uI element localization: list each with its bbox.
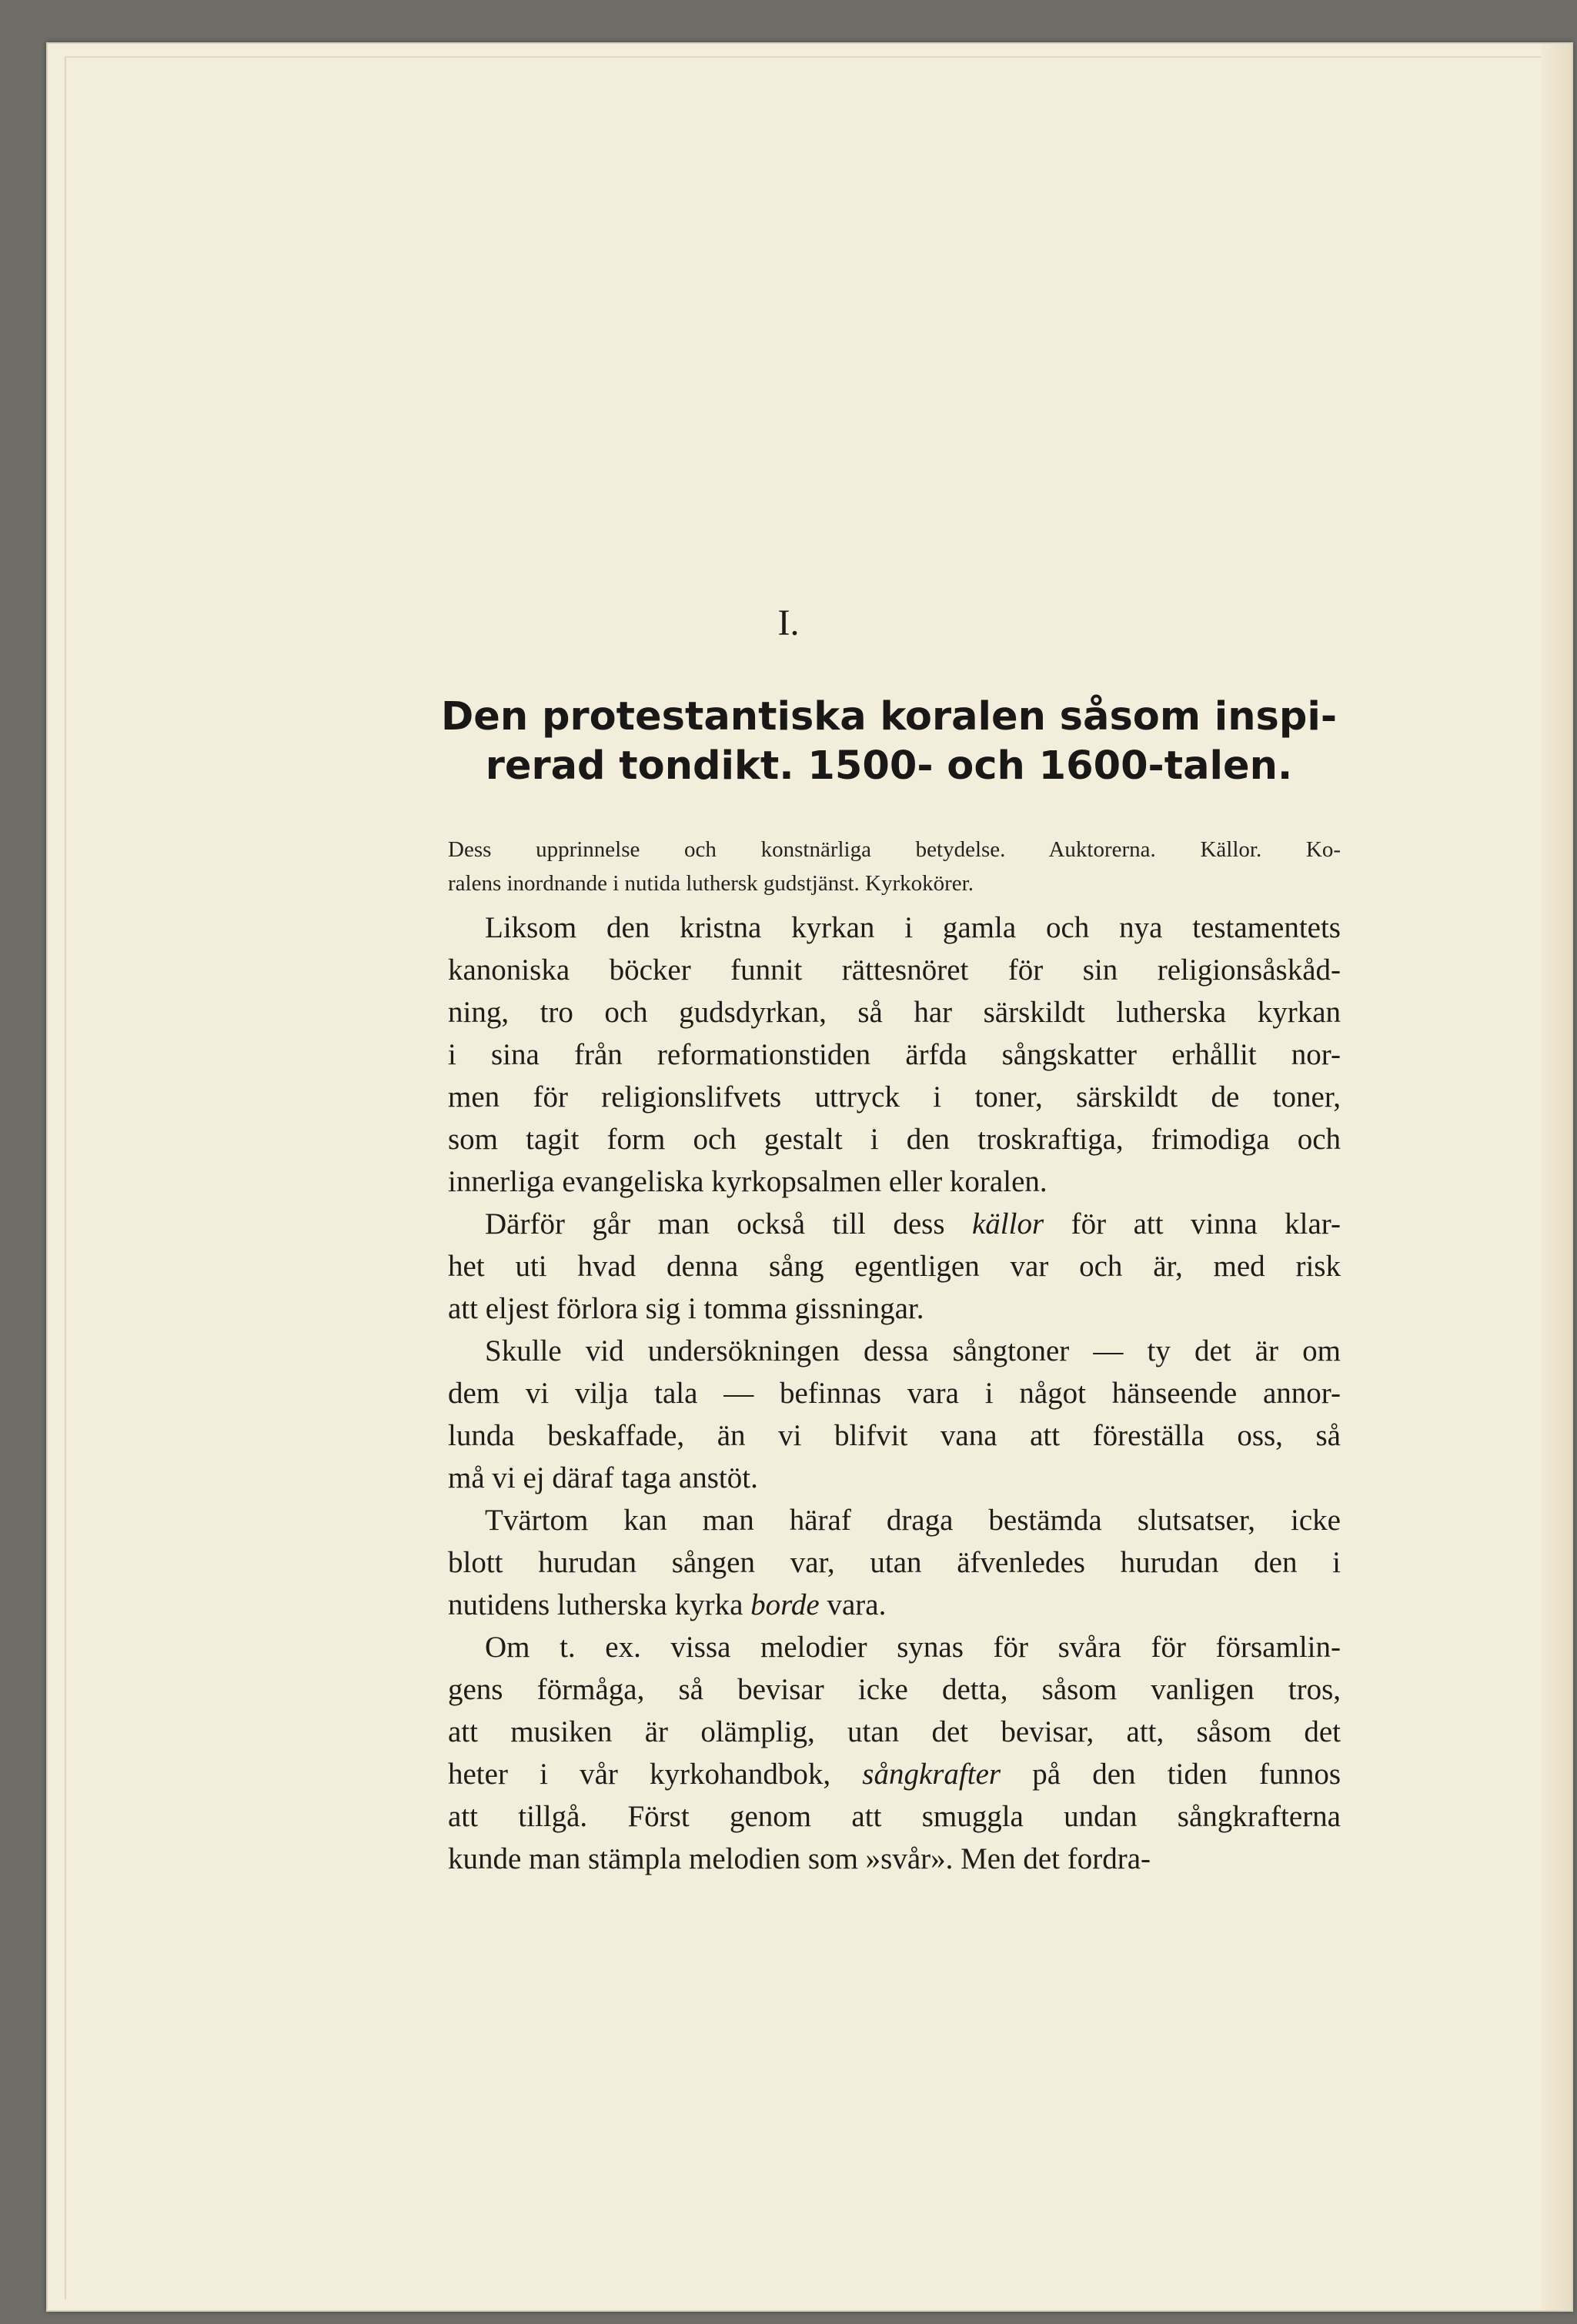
paragraph-line: som tagit form och gestalt i den troskraftiga, frimodiga och [448,1123,1341,1156]
paragraph-line: kanoniska böcker funnit rättesnöret för sin religionsåskåd- [448,953,1341,987]
paragraph-line: kunde man stämpla melodien som »svår». Men det fordra- [448,1842,1151,1875]
paragraph [448,1203,1341,1330]
paragraph-line: att eljest förlora sig i tomma gissningar. [448,1292,924,1325]
chapter-title-line: rerad tondikt. 1500- och 1600-talen. [485,743,1293,789]
paragraph-line: att tillgå. Först genom att smuggla undan sångkrafterna [448,1800,1341,1833]
paragraph-line: Skulle vid undersökningen dessa sångtoner — ty det är om [485,1334,1341,1367]
paragraph-line: het uti hvad denna sång egentligen var och är, med risk [448,1250,1341,1283]
italic-term: borde [750,1588,820,1621]
chapter-number: I. [777,603,800,643]
line-text: för att vinna klar- [1044,1207,1341,1240]
paragraph-line: dem vi vilja tala — befinnas vara i något hänseende annor- [448,1377,1341,1410]
paragraph-line: ning, tro och gudsdyrkan, så har särskildt lutherska kyrkan [448,996,1341,1029]
chapter-title-line: Den protestantiska koralen såsom inspi- [440,694,1338,740]
paragraph-line: men för religionslifvets uttryck i toner, särskildt de toner, [448,1080,1341,1114]
paragraph-line [448,1753,1341,1795]
paragraph-line: Liksom den kristna kyrkan i gamla och nya testamentets [485,911,1341,944]
chapter-summary-line: Dess upprinnelse och konstnärliga betydelse. Auktorerna. Källor. Ko- [448,837,1341,862]
line-text: vara. [819,1588,887,1621]
italic-term: källor [972,1207,1044,1240]
paragraph [448,907,1341,1203]
paragraph-line: blott hurudan sången var, utan äfvenledes hurudan den i [448,1546,1341,1579]
paragraph-line: att musiken är olämplig, utan det bevisar, att, såsom det [448,1715,1341,1748]
chapter-summary-line: ralens inordnande i nutida luthersk gudstjänst. Kyrkokörer. [448,871,974,896]
line-text: Därför går man också till dess [485,1207,972,1240]
paragraph-line: Om t. ex. vissa melodier synas för svåra för församlin- [485,1631,1341,1664]
paragraph [448,1626,1341,1880]
page-fold-shadow [1541,44,1572,2310]
paragraph-line [448,1203,1341,1245]
paragraph-line: må vi ej däraf taga anstöt. [448,1461,758,1494]
paragraph-line [448,1584,1341,1626]
line-text: på den tiden funnos [1001,1758,1341,1791]
italic-term: sångkrafter [862,1758,1001,1791]
paragraph [448,1330,1341,1499]
paragraph-line: Tvärtom kan man häraf draga bestämda slutsatser, icke [485,1504,1341,1537]
paragraph-line: i sina från reformationstiden ärfda sångskatter erhållit nor- [448,1038,1341,1071]
paragraph-line: gens förmåga, så bevisar icke detta, såsom vanligen tros, [448,1673,1341,1706]
paragraph [448,1499,1341,1626]
chapter-summary [448,833,1341,900]
line-text: heter i vår kyrkohandbok, [448,1758,863,1791]
paragraph-line: innerliga evangeliska kyrkopsalmen eller koralen. [448,1165,1047,1198]
chapter-title [431,693,1347,791]
line-text: nutidens lutherska kyrka [448,1588,751,1621]
paragraph-line: lunda beskaffade, än vi blifvit vana att föreställa oss, så [448,1419,1341,1452]
body-text [448,907,1341,1880]
